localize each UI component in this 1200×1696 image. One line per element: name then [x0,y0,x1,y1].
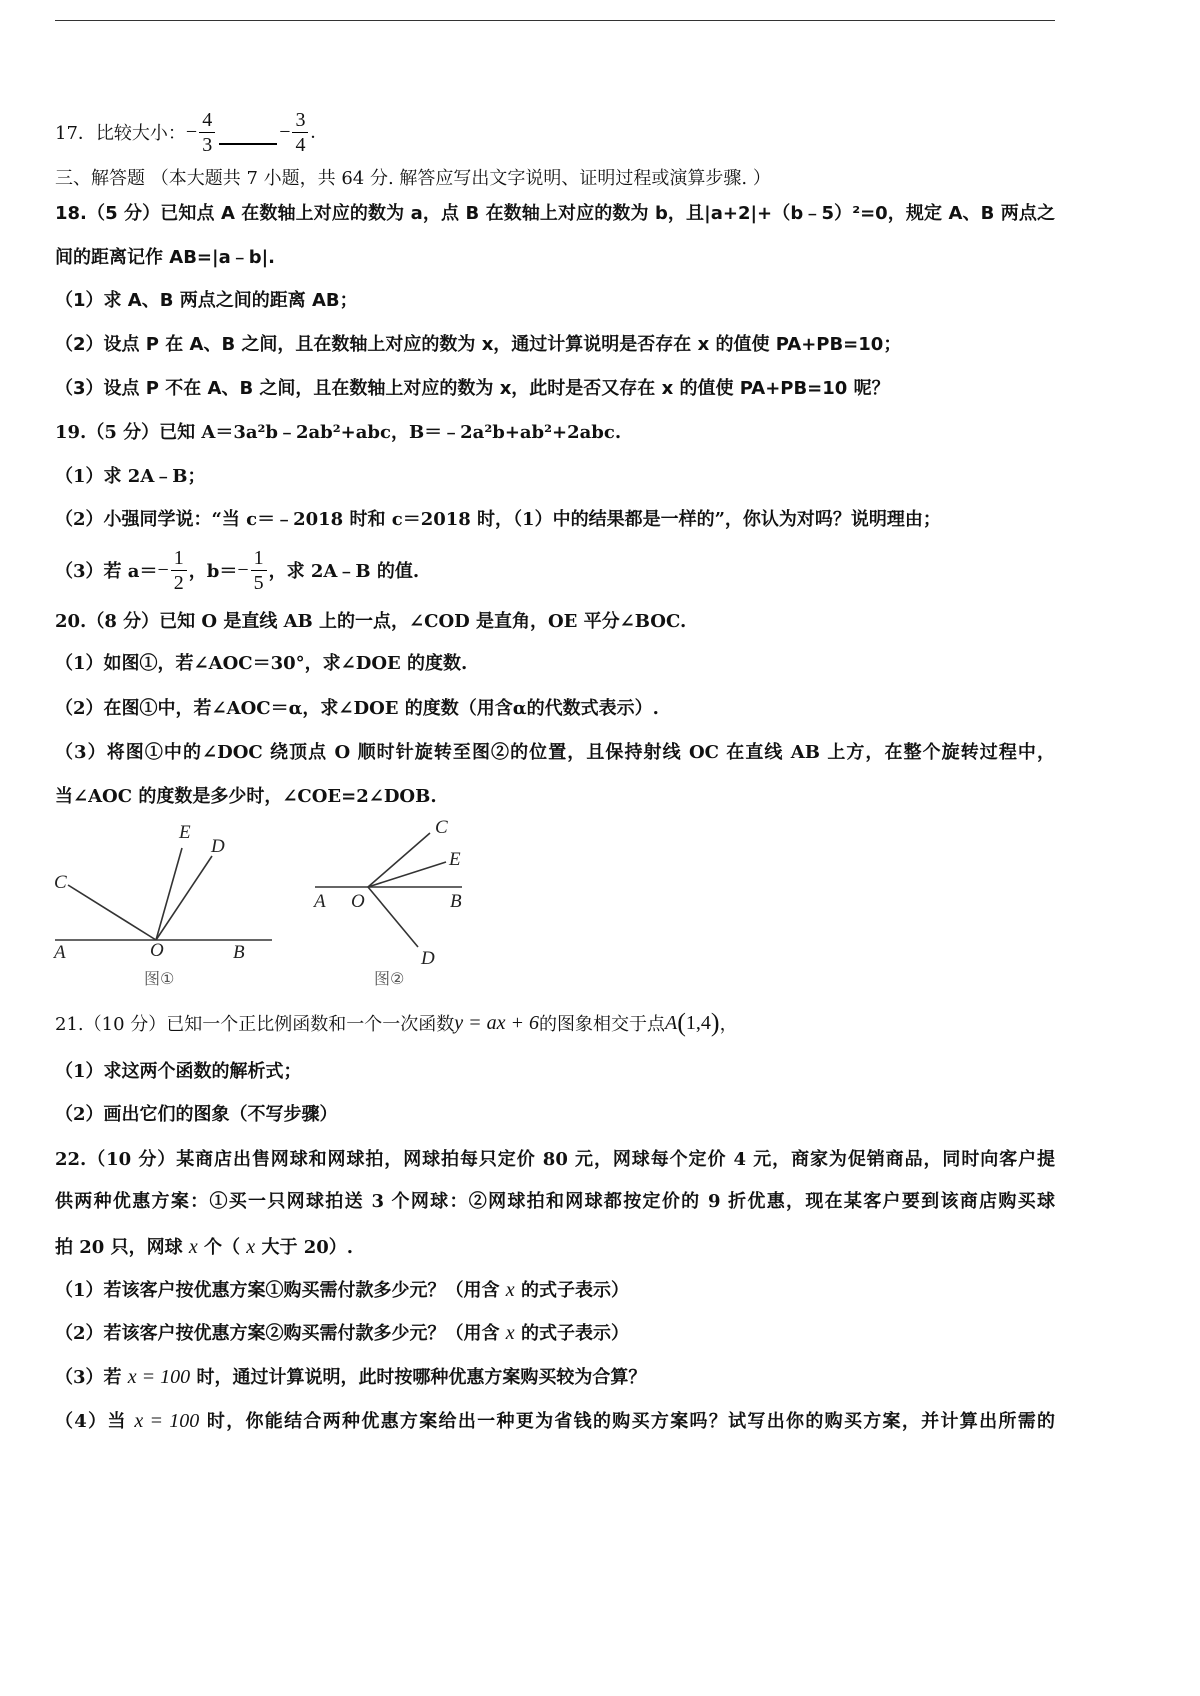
q19-part-3-minus-1: − [157,558,169,581]
q20-part-2: （2）在图①中，若∠AOC＝α，求∠DOE 的度数（用含α的代数式表示）. [55,698,659,719]
q19-fraction-a [171,546,187,595]
q19-fraction-a-numerator: 1 [171,546,187,571]
q22-part-1-text-b: 的式子表示） [514,1280,629,1301]
fig1-ray-oc [68,885,156,940]
q22-part-3-expression: x = 100 [127,1366,191,1388]
fig2-label-d: D [421,948,435,969]
q20-part-3-line-1: （3）将图①中的∠DOC 绕顶点 O 顺时针旋转至图②的位置，且保持射线 OC 在直线 AB 上方，在整个旋转过程中， [55,742,1055,763]
section-3-heading: 三、解答题 （本大题共 7 小题，共 64 分. 解答应写出文字说明、证明过程或演算步骤. ） [55,168,771,189]
q22-part-4-text-b: 时，你能结合两种优惠方案给出一种更为省钱的购买方案吗？试写出你的购买方案，并计算出所需的 [199,1411,1055,1432]
q19-part-1: （1）求 2A﹣B； [55,466,206,487]
fig1-label-d: D [211,836,225,857]
q17-minus-2: − [279,120,291,143]
q20-part-1: （1）如图①，若∠AOC＝30°，求∠DOE 的度数. [55,653,468,674]
fig1-caption: 图① [144,969,175,988]
q22-stem-line-1: 22.（10 分）某商店出售网球和网球拍，网球拍每只定价 80 元，网球每个定价 4 元，商家为促销商品，同时向客户提 [55,1149,1055,1170]
q22-stem-line-2: 供两种优惠方案：①买一只网球拍送 3 个网球：②网球拍和网球都按定价的 9 折优惠，现在某客户要到该商店购买球 [55,1191,1055,1212]
q22-part-2-text-b: 的式子表示） [514,1323,629,1344]
fig2-label-c: C [435,817,448,838]
fig2-ray-oc [368,833,430,887]
figure-2 [312,817,462,988]
q22-part-1-variable: x [505,1279,515,1301]
q21-text-c: ， [719,1014,738,1035]
q17-fraction-1 [199,108,215,157]
q22-part-2-text-a: （2）若该客户按优惠方案②购买需付款多少元？（用含 [55,1323,506,1344]
fig1-label-e: E [179,822,191,843]
q21-point-coords: 1,4 [685,1011,711,1034]
fig1-label-b: B [233,942,245,963]
q22-stem-line-3 [55,1234,1055,1260]
q21-point-open-paren: ( [677,1008,686,1037]
q19-part-2: （2）小强同学说：“当 c＝﹣2018 时和 c＝2018 时，（1）中的结果都是一样的”，你认为对吗？说明理由； [55,509,941,530]
fig1-label-c: C [54,872,67,893]
q22-variable-x-1: x [188,1236,198,1258]
q17-fraction-1-numerator: 4 [199,108,215,133]
q17-fraction-2 [292,108,308,157]
figure-1 [52,822,272,988]
q21-point-close-paren: ) [710,1008,720,1037]
fig2-label-b: B [450,891,462,912]
fig2-label-o: O [351,891,365,912]
fig2-ray-od [368,887,418,947]
q19-part-3-text-c: ，求 2A﹣B 的值. [268,561,420,582]
q22-part-4-text-a: （4）当 [55,1411,135,1432]
q17-answer-blank [219,143,277,145]
q19-part-3-text-a: （3）若 a＝ [55,561,158,582]
q18-part-3: （3）设点 P 不在 A、B 之间，且在数轴上对应的数为 x，此时是否又存在 x 的值使 PA+PB=10 呢？ [55,378,890,399]
q19-fraction-b-denominator: 5 [253,571,264,594]
q20-figures [40,810,480,992]
q17-fraction-1-denominator: 3 [202,133,213,156]
q22-part-4-expression: x = 100 [134,1410,200,1432]
q21-text-a: 21.（10 分）已知一个正比例函数和一个一次函数 [55,1014,455,1035]
q22-part-2 [55,1320,1055,1346]
q22-stem-text-a: 拍 20 只，网球 [55,1237,189,1258]
q22-part-3-text-a: （3）若 [55,1367,128,1388]
q17-minus-1: − [185,120,198,143]
question-17 [55,104,1055,160]
q18-part-1: （1）求 A、B 两点之间的距离 AB； [55,290,358,311]
q22-part-1-text-a: （1）若该客户按优惠方案①购买需付款多少元？（用含 [55,1280,506,1301]
q21-expression: y = ax + 6 [454,1011,539,1034]
q19-part-3-text-b: ，b＝ [188,561,238,582]
q17-label: 17．比较大小： [55,123,186,144]
q22-stem-text-c: 大于 20）. [255,1237,354,1258]
q21-part-2: （2）画出它们的图象（不写步骤） [55,1104,338,1125]
fig1-ray-oe [156,848,182,940]
q20-stem: 20.（8 分）已知 O 是直线 AB 上的一点，∠COD 是直角，OE 平分∠BOC. [55,611,687,632]
q17-period: . [310,120,316,143]
q18-stem-line-2: 间的距离记作 AB=|a﹣b|. [55,247,276,268]
q19-fraction-a-denominator: 2 [173,571,184,594]
fig2-caption: 图② [374,969,405,988]
q17-fraction-2-denominator: 4 [295,133,306,156]
q17-fraction-2-numerator: 3 [292,108,308,133]
q21-part-1: （1）求这两个函数的解析式； [55,1061,302,1082]
q21-stem [55,1006,1055,1040]
q22-stem-text-b: 个（ [197,1237,247,1258]
fig2-label-e: E [449,849,461,870]
q20-part-3-line-2: 当∠AOC 的度数是多少时，∠COE=2∠DOB. [55,786,437,807]
q22-part-3 [55,1364,1055,1390]
fig1-label-a: A [54,942,66,963]
fig1-ray-od [156,856,212,940]
q19-fraction-b [251,546,267,595]
q18-part-2: （2）设点 P 在 A、B 之间，且在数轴上对应的数为 x，通过计算说明是否存在 x 的值使 PA+PB=10； [55,334,902,355]
q19-stem: 19.（5 分）已知 A＝3a²b﹣2ab²+abc，B＝﹣2a²b+ab²+2abc. [55,422,622,443]
q22-part-4 [55,1408,1055,1434]
fig1-label-o: O [150,940,164,961]
q21-text-b: 的图象相交于点 [539,1014,665,1035]
q22-part-1 [55,1277,1055,1303]
q22-part-2-variable: x [505,1322,515,1344]
q19-fraction-b-numerator: 1 [251,546,267,571]
q22-variable-x-2: x [246,1236,256,1258]
q21-point-name: A [665,1011,678,1034]
q19-part-3 [55,543,1055,597]
q18-stem-line-1: 18.（5 分）已知点 A 在数轴上对应的数为 a，点 B 在数轴上对应的数为 b，且|a+2|+（b﹣5）²=0，规定 A、B 两点之 [55,203,1055,224]
fig2-label-a: A [314,891,326,912]
header-rule [55,20,1055,21]
q19-part-3-minus-2: − [237,558,249,581]
q22-part-3-text-b: 时，通过计算说明，此时按哪种优惠方案购买较为合算？ [190,1367,647,1388]
fig2-ray-oe [368,862,446,887]
